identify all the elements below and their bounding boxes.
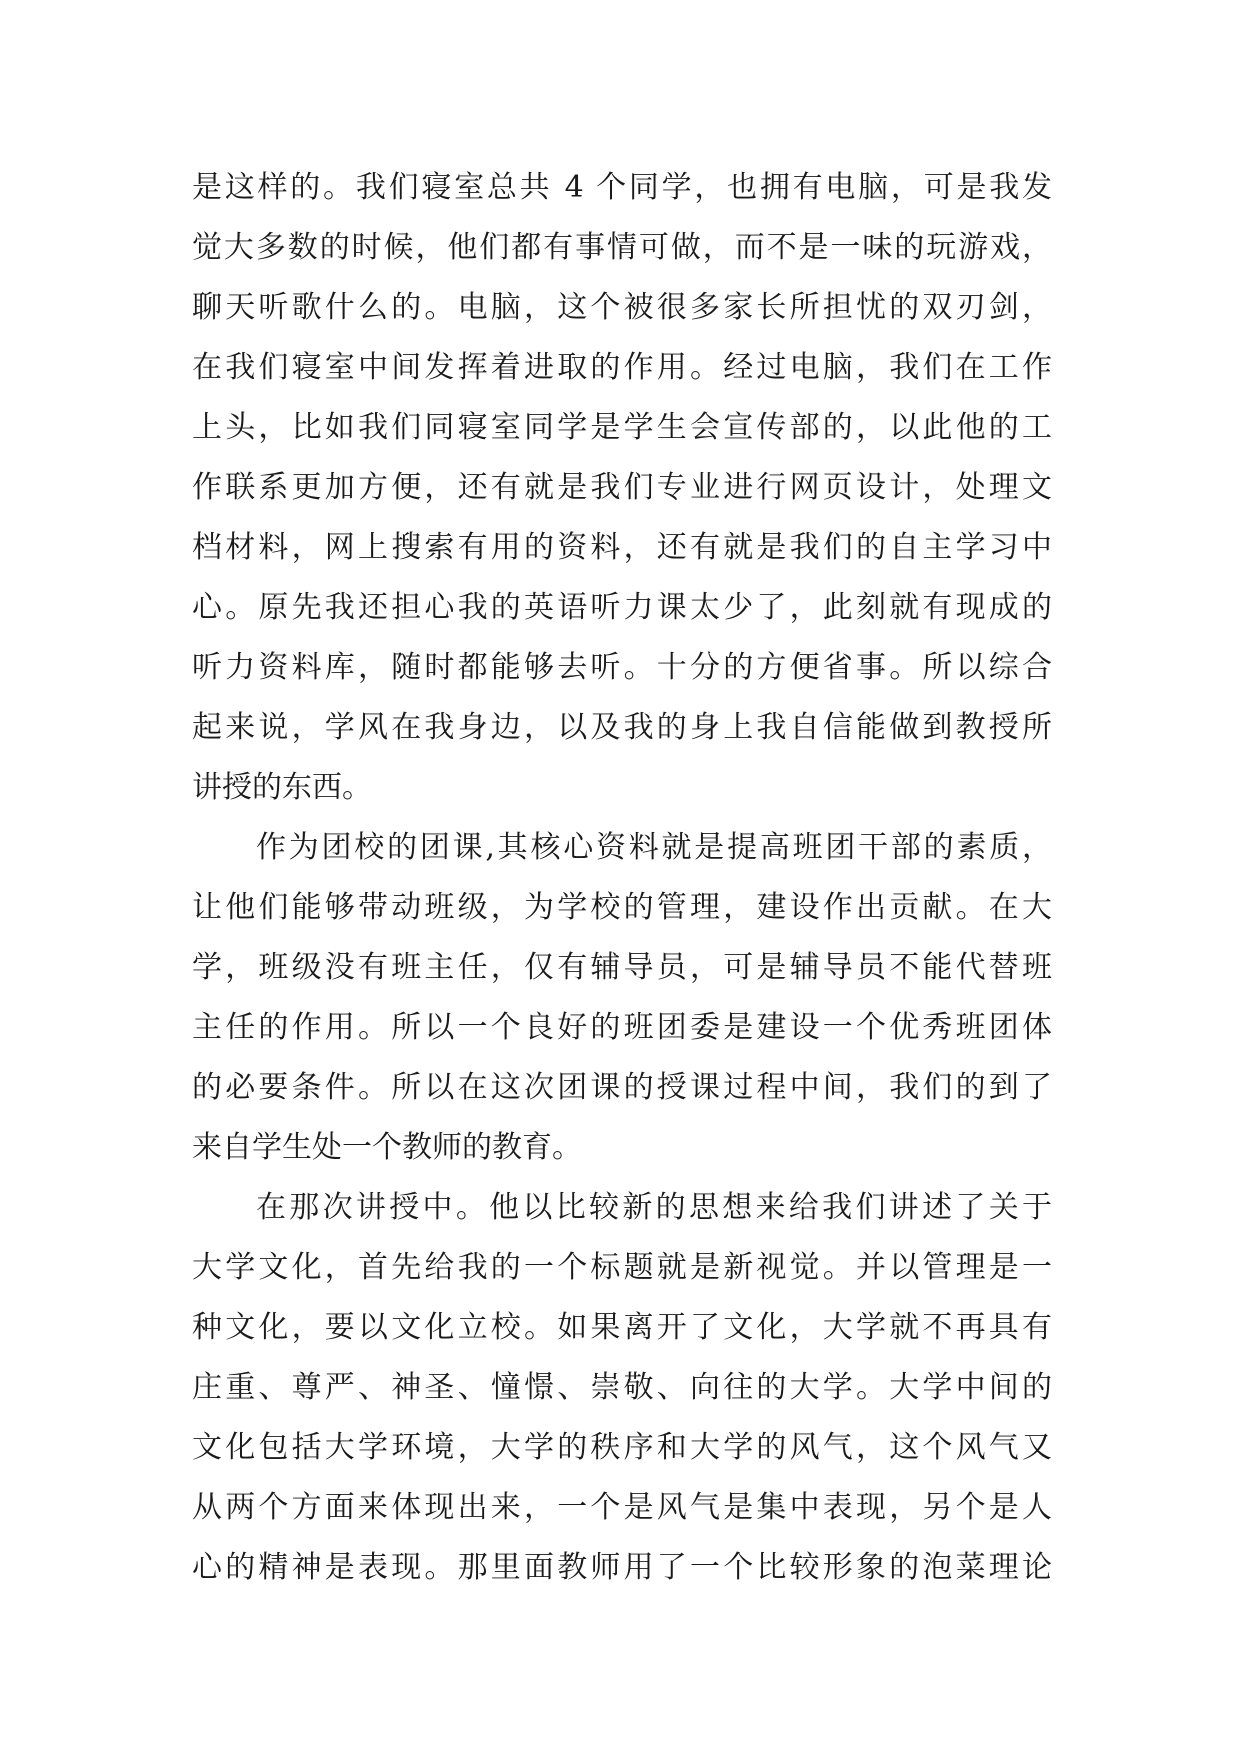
paragraph-line: 种文化，要以文化立校。如果离开了文化，大学就不再具有 [192,1310,1052,1345]
paragraph-line: 觉大多数的时候，他们都有事情可做，而不是一味的玩游戏， [192,230,1052,265]
paragraph-line: 聊天听歌什么的。电脑，这个被很多家长所担忧的双刃剑， [192,290,1052,325]
paragraph-1 [192,158,1052,818]
paragraph-2 [192,818,1052,1178]
paragraph-line: 从两个方面来体现出来，一个是风气是集中表现，另个是人 [192,1490,1052,1525]
paragraph-line: 让他们能够带动班级，为学校的管理，建设作出贡献。在大 [192,890,1052,925]
paragraph-line: 在那次讲授中。他以比较新的思想来给我们讲述了关于 [256,1190,1052,1225]
paragraph-line: 文化包括大学环境，大学的秩序和大学的风气，这个风气又 [192,1430,1052,1465]
paragraph-line: 作为团校的团课,其核心资料就是提高班团干部的素质， [256,830,1052,865]
paragraph-line: 庄重、尊严、神圣、憧憬、崇敬、向往的大学。大学中间的 [192,1370,1052,1405]
paragraph-line: 起来说，学风在我身边，以及我的身上我自信能做到教授所 [192,710,1052,745]
paragraph-line: 档材料，网上搜索有用的资料，还有就是我们的自主学习中 [192,530,1052,565]
paragraph-line: 心。原先我还担心我的英语听力课太少了，此刻就有现成的 [192,590,1052,625]
paragraph-line: 的必要条件。所以在这次团课的授课过程中间，我们的到了 [192,1070,1052,1105]
paragraph-line: 作联系更加方便，还有就是我们专业进行网页设计，处理文 [192,470,1052,505]
paragraph-line: 学，班级没有班主任，仅有辅导员，可是辅导员不能代替班 [192,950,1052,985]
paragraph-line: 上头，比如我们同寝室同学是学生会宣传部的，以此他的工 [192,410,1052,445]
paragraph-line: 讲授的东西。 [192,770,372,805]
paragraph-line: 是这样的。我们寝室总共 4 个同学，也拥有电脑，可是我发 [192,170,1052,205]
paragraph-line: 心的精神是表现。那里面教师用了一个比较形象的泡菜理论 [192,1550,1052,1585]
paragraph-line: 听力资料库，随时都能够去听。十分的方便省事。所以综合 [192,650,1052,685]
paragraph-line: 来自学生处一个教师的教育。 [192,1130,582,1165]
paragraph-3 [192,1178,1052,1598]
document-body [192,158,1052,1598]
paragraph-line: 大学文化，首先给我的一个标题就是新视觉。并以管理是一 [192,1250,1052,1285]
paragraph-line: 主任的作用。所以一个良好的班团委是建设一个优秀班团体 [192,1010,1052,1045]
paragraph-line: 在我们寝室中间发挥着进取的作用。经过电脑，我们在工作 [192,350,1052,385]
